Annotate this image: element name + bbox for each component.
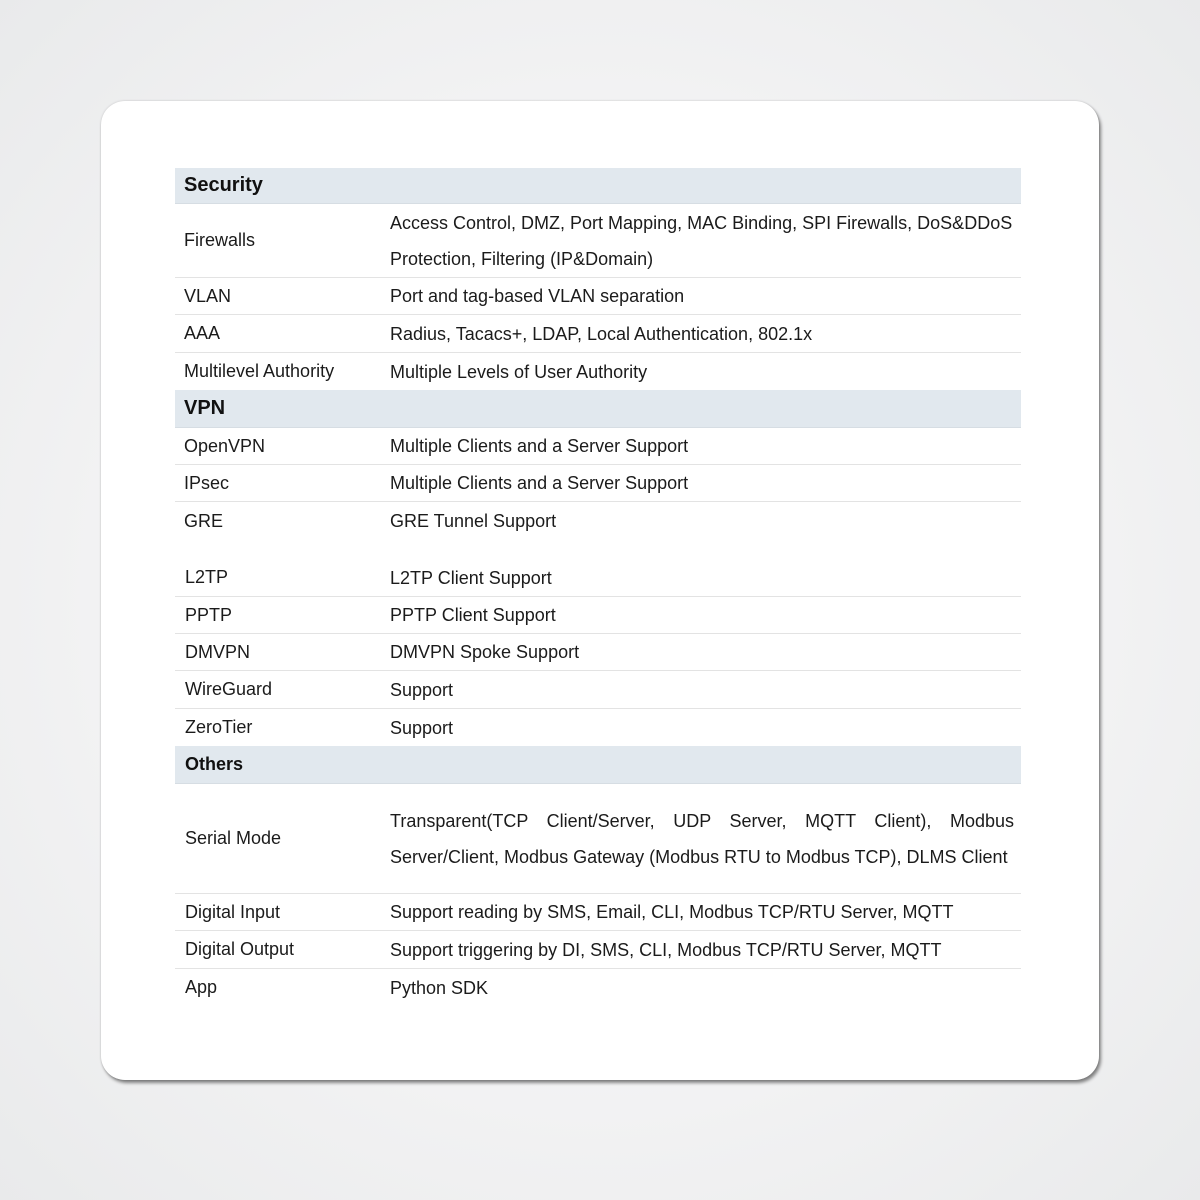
table-row [175,204,1021,278]
row-value: L2TP Client Support [390,567,552,588]
row-value: GRE Tunnel Support [390,511,557,531]
table-row [175,931,1021,969]
row-value: Multiple Clients and a Server Support [390,436,689,456]
row-value: Support reading by SMS, Email, CLI, Modbus TCP/RTU Server, MQTT [390,902,954,922]
table-row [175,428,1021,465]
row-value: Support [390,717,454,738]
row-label: PPTP [185,604,233,625]
row-label: AAA [184,323,221,343]
row-value: Support triggering by DI, SMS, CLI, Modbus TCP/RTU Server, MQTT [390,939,942,960]
row-value: Support [390,679,454,700]
table-row [175,784,1021,894]
row-label: IPsec [184,472,230,493]
table-row [175,465,1021,502]
table-row [175,278,1021,315]
row-label: GRE [184,510,224,531]
table-row [175,315,1021,353]
spec-table [175,168,1021,1006]
table-row [175,634,1021,671]
row-value: DMVPN Spoke Support [390,642,580,662]
row-label: Serial Mode [185,828,282,848]
section-header-vpn [175,390,1021,428]
table-row [175,353,1021,390]
row-label: L2TP [185,567,229,587]
row-value: Python SDK [390,977,489,998]
row-value: Transparent(TCP Client/Server, UDP Server, MQTT Client), Modbus Server/Client, Modbus Gateway (Modbus RTU to Modbus TCP), DLMS Client [390,810,1014,867]
row-label: App [185,977,218,997]
row-label: WireGuard [185,679,273,699]
row-value: Radius, Tacacs+, LDAP, Local Authentication, 802.1x [390,323,813,344]
row-spacer [175,540,1021,559]
table-row [175,559,1021,597]
row-value: Multiple Clients and a Server Support [390,473,689,493]
section-title: Others [185,754,244,774]
table-row [175,597,1021,634]
row-value: Multiple Levels of User Authority [390,361,648,382]
row-label: DMVPN [185,641,251,662]
row-label: Firewalls [184,230,256,250]
row-label: ZeroTier [185,717,253,737]
table-row [175,709,1021,746]
row-label: Digital Output [185,939,295,959]
section-title: Security [184,174,263,196]
row-label: OpenVPN [184,435,266,456]
section-header-others [175,746,1021,784]
row-value: PPTP Client Support [390,605,556,625]
row-value: Access Control, DMZ, Port Mapping, MAC Binding, SPI Firewalls, DoS&DDoS Protection, Filtering (IP&Domain) [390,212,1013,269]
section-title: VPN [184,397,226,419]
row-value: Port and tag-based VLAN separation [390,286,685,306]
table-row [175,969,1021,1006]
section-header-security [175,168,1021,204]
table-row [175,671,1021,709]
table-row [175,502,1021,540]
row-label: Digital Input [185,901,281,922]
row-label: VLAN [184,285,232,306]
row-label: Multilevel Authority [184,361,335,381]
table-row [175,894,1021,931]
